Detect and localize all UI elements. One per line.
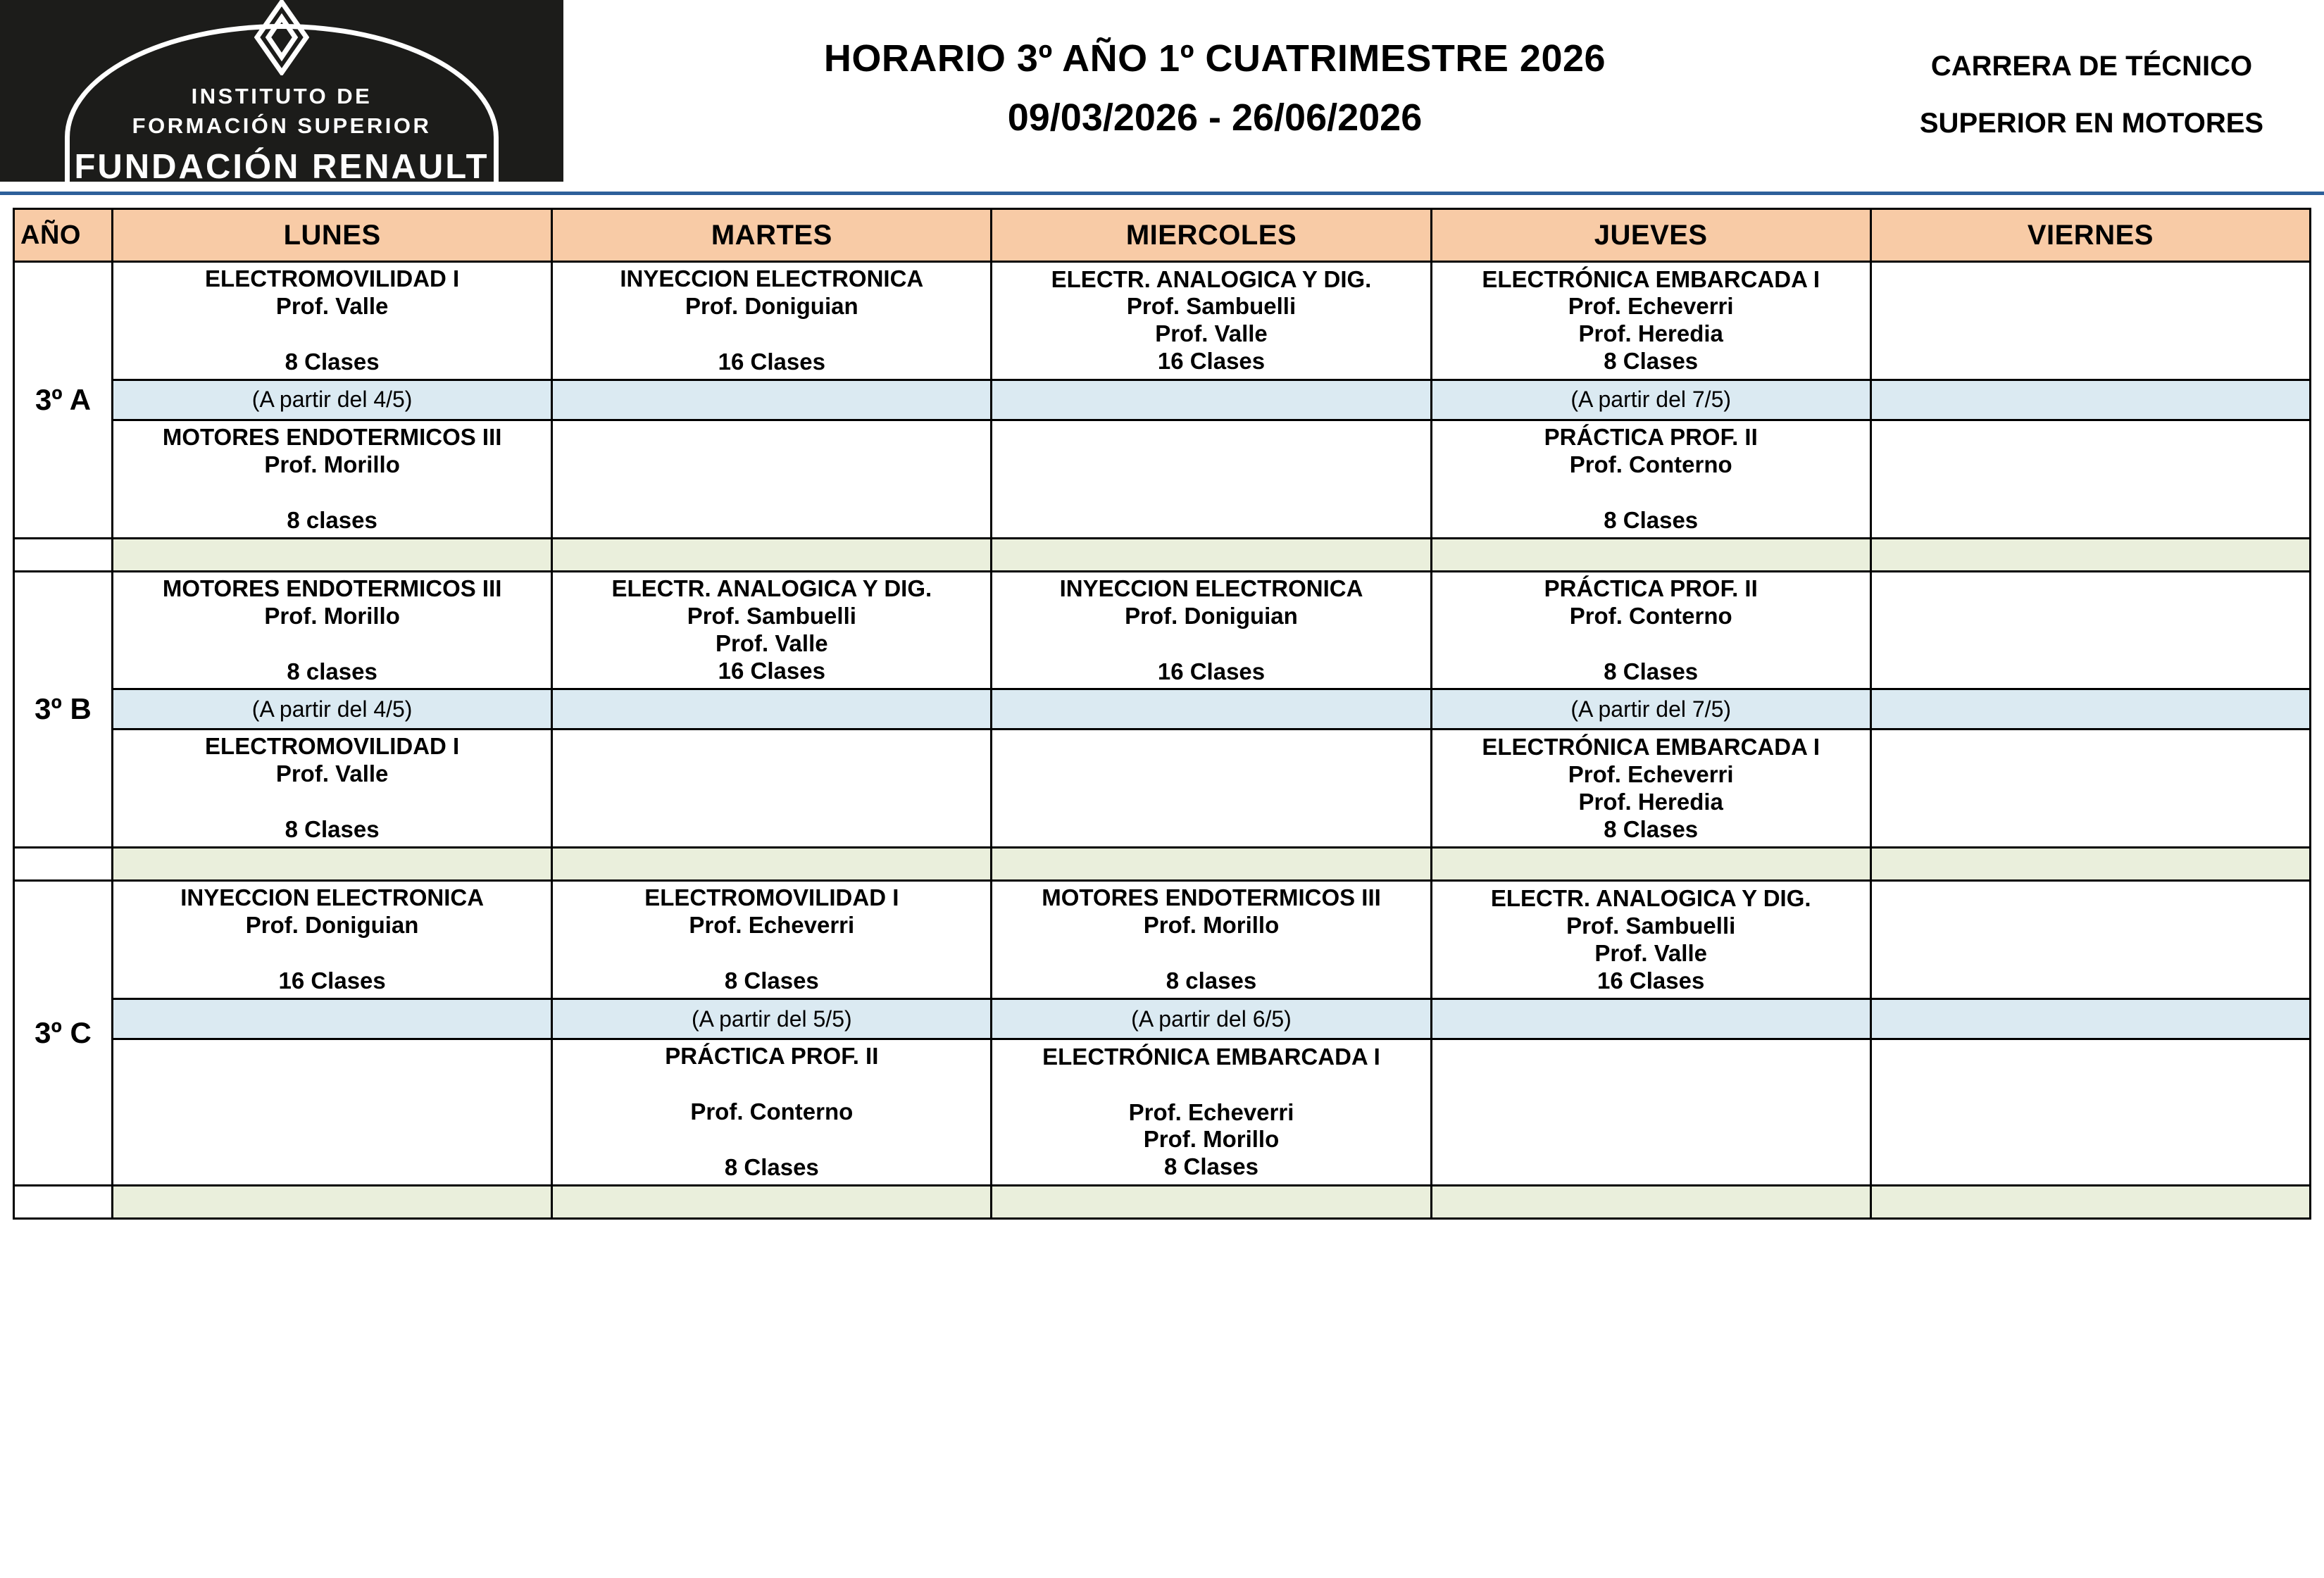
cell-3b-martes-bottom [552, 729, 992, 848]
professor: Prof. Conterno [1569, 602, 1732, 629]
note-3b-martes [552, 689, 992, 729]
professor: Prof. Conterno [690, 1098, 854, 1125]
page-title: HORARIO 3º AÑO 1º CUATRIMESTRE 2026 [823, 37, 1606, 80]
note-3c-viernes [1870, 999, 2310, 1039]
separator-lunes [113, 1185, 552, 1218]
professor: Prof. Valle [275, 292, 389, 319]
cell-3a-jueves-bottom [1431, 420, 1870, 538]
column-header-miercoles: MIERCOLES [992, 209, 1431, 262]
subject: ELECTRÓNICA EMBARCADA I [1042, 1043, 1380, 1070]
separator-viernes [1870, 538, 2310, 571]
note-3a-viernes [1870, 380, 2310, 420]
professor-secondary: Prof. Valle [716, 630, 828, 657]
table-header-row [14, 209, 2311, 262]
cell-3a-miercoles-bottom [992, 420, 1431, 538]
note-3b-jueves: (A partir del 7/5) [1431, 689, 1870, 729]
class-count: 16 Clases [718, 657, 825, 684]
class-count: 8 Clases [1604, 658, 1699, 684]
professor: Prof. Morillo [264, 602, 400, 629]
class-count: 8 clases [1166, 968, 1257, 994]
subject: ELECTROMOVILIDAD I [644, 884, 899, 911]
subject: PRÁCTICA PROF. II [1544, 575, 1758, 601]
column-header-viernes: VIERNES [1870, 209, 2310, 262]
class-count: 8 Clases [1164, 1153, 1258, 1180]
subject: ELECTR. ANALOGICA Y DIG. [611, 575, 932, 602]
column-header-martes: MARTES [552, 209, 992, 262]
cell-3b-lunes-bottom [113, 729, 552, 848]
note-3b-viernes [1870, 689, 2310, 729]
career-line-1: CARRERA DE TÉCNICO [1930, 51, 2253, 82]
separator-viernes [1870, 1185, 2310, 1218]
subject: MOTORES ENDOTERMICOS III [162, 575, 502, 601]
table-row-3c-bottom [14, 1039, 2311, 1186]
class-count: 8 Clases [724, 1153, 819, 1180]
note-3a-lunes: (A partir del 4/5) [113, 380, 552, 420]
cell-3b-jueves-top [1431, 571, 1870, 689]
subject: ELECTRÓNICA EMBARCADA I [1482, 265, 1820, 292]
subject: INYECCION ELECTRONICA [620, 265, 924, 292]
career-line-2: SUPERIOR EN MOTORES [1919, 108, 2264, 139]
group-separator-2 [14, 848, 2311, 881]
professor: Prof. Conterno [1569, 451, 1732, 477]
title-block [563, 0, 1866, 139]
schedule-table [13, 208, 2311, 1220]
separator-jueves [1431, 1185, 1870, 1218]
class-count: 16 Clases [1597, 967, 1705, 994]
professor: Prof. Echeverri [1568, 760, 1734, 787]
note-3b-lunes: (A partir del 4/5) [113, 689, 552, 729]
separator-jueves [1431, 538, 1870, 571]
subject: ELECTROMOVILIDAD I [205, 265, 460, 292]
subject: ELECTR. ANALOGICA Y DIG. [1490, 884, 1811, 911]
cell-3b-miercoles-top [992, 571, 1431, 689]
logo-line-3: FUNDACIÓN RENAULT [74, 148, 489, 186]
separator-miercoles [992, 848, 1431, 881]
cell-3c-martes-top [552, 881, 992, 999]
cell-3c-miercoles-bottom [992, 1039, 1431, 1186]
professor: Prof. Echeverri [689, 912, 855, 939]
cell-3a-jueves-top [1431, 262, 1870, 380]
separator-martes [552, 848, 992, 881]
professor: Prof. Echeverri [1128, 1098, 1294, 1125]
class-count: 8 Clases [1604, 815, 1699, 842]
cell-3c-miercoles-top [992, 881, 1431, 999]
professor: Prof. Morillo [264, 451, 400, 477]
class-count: 16 Clases [718, 348, 825, 375]
professor: Prof. Sambuelli [687, 603, 856, 630]
separator-miercoles [992, 1185, 1431, 1218]
group-separator-3 [14, 1185, 2311, 1218]
separator-miercoles [992, 538, 1431, 571]
table-row-3b-notes [14, 689, 2311, 729]
professor: Prof. Echeverri [1568, 293, 1734, 320]
note-3a-miercoles [992, 380, 1431, 420]
date-range: 09/03/2026 - 26/06/2026 [1007, 96, 1423, 139]
separator-anio [14, 538, 113, 571]
professor: Prof. Doniguian [245, 912, 419, 939]
separator-lunes [113, 848, 552, 881]
professor-secondary: Prof. Heredia [1578, 320, 1723, 347]
column-header-lunes: LUNES [113, 209, 552, 262]
class-count: 8 Clases [285, 816, 380, 843]
cell-3b-miercoles-bottom [992, 729, 1431, 848]
year-label-3c: 3º C [14, 881, 113, 1186]
professor-secondary: Prof. Valle [1594, 939, 1707, 966]
cell-3b-lunes-top [113, 571, 552, 689]
class-count: 8 Clases [1604, 348, 1699, 375]
table-row-3c-notes [14, 999, 2311, 1039]
subject: MOTORES ENDOTERMICOS III [162, 423, 502, 450]
professor: Prof. Doniguian [1125, 602, 1298, 629]
professor-secondary: Prof. Valle [1155, 320, 1268, 347]
cell-3c-viernes-top [1870, 881, 2310, 999]
table-row-3a-bottom [14, 420, 2311, 538]
separator-martes [552, 538, 992, 571]
professor: Prof. Valle [275, 760, 389, 787]
cell-3b-viernes-top [1870, 571, 2310, 689]
cell-3b-martes-top [552, 571, 992, 689]
cell-3c-martes-bottom [552, 1039, 992, 1186]
note-3c-miercoles: (A partir del 6/5) [992, 999, 1431, 1039]
subject: ELECTR. ANALOGICA Y DIG. [1051, 265, 1372, 292]
note-3a-martes [552, 380, 992, 420]
subject: MOTORES ENDOTERMICOS III [1042, 884, 1381, 911]
class-count: 8 Clases [285, 348, 380, 375]
professor-secondary: Prof. Heredia [1578, 788, 1723, 815]
table-row-3b-bottom [14, 729, 2311, 848]
class-count: 8 clases [287, 658, 377, 684]
table-row-3c-top [14, 881, 2311, 999]
professor-secondary: Prof. Morillo [1143, 1126, 1280, 1153]
note-3c-martes: (A partir del 5/5) [552, 999, 992, 1039]
year-label-3a: 3º A [14, 262, 113, 539]
group-separator-1 [14, 538, 2311, 571]
professor: Prof. Sambuelli [1126, 293, 1297, 320]
year-label-3b: 3º B [14, 571, 113, 848]
cell-3b-jueves-bottom [1431, 729, 1870, 848]
class-count: 16 Clases [1157, 348, 1266, 375]
class-count: 16 Clases [1157, 658, 1266, 684]
subject: INYECCION ELECTRONICA [1059, 575, 1363, 601]
cell-3a-martes-bottom [552, 420, 992, 538]
note-3a-jueves: (A partir del 7/5) [1431, 380, 1870, 420]
cell-3a-martes-top [552, 262, 992, 380]
logo-line-2: FORMACIÓN SUPERIOR [132, 113, 432, 138]
cell-3c-jueves-bottom [1431, 1039, 1870, 1186]
column-header-jueves: JUEVES [1431, 209, 1870, 262]
separator-viernes [1870, 848, 2310, 881]
cell-3c-viernes-bottom [1870, 1039, 2310, 1186]
table-row-3b-top [14, 571, 2311, 689]
class-count: 8 clases [287, 506, 377, 533]
class-count: 8 Clases [724, 968, 819, 994]
note-3c-jueves [1431, 999, 1870, 1039]
separator-anio [14, 848, 113, 881]
cell-3a-viernes-bottom [1870, 420, 2310, 538]
note-3c-lunes [113, 999, 552, 1039]
renault-diamond-icon [254, 0, 309, 75]
cell-3a-viernes-top [1870, 262, 2310, 380]
cell-3c-jueves-top [1431, 881, 1870, 999]
note-3b-miercoles [992, 689, 1431, 729]
cell-3a-miercoles-top [992, 262, 1431, 380]
separator-jueves [1431, 848, 1870, 881]
class-count: 8 Clases [1604, 506, 1699, 533]
cell-3c-lunes-top [113, 881, 552, 999]
professor: Prof. Sambuelli [1566, 912, 1736, 939]
subject: PRÁCTICA PROF. II [1544, 423, 1758, 450]
logo-line-1: INSTITUTO DE [191, 84, 373, 108]
cell-3b-viernes-bottom [1870, 729, 2310, 848]
separator-martes [552, 1185, 992, 1218]
cell-3c-lunes-bottom [113, 1039, 552, 1186]
institution-logo [0, 0, 563, 186]
table-row-3a-top [14, 262, 2311, 380]
header-divider [0, 192, 2324, 195]
table-row-3a-notes [14, 380, 2311, 420]
career-block [1866, 0, 2324, 139]
separator-anio [14, 1185, 113, 1218]
page-header [0, 0, 2324, 189]
subject: ELECTROMOVILIDAD I [205, 733, 460, 760]
class-count: 16 Clases [278, 968, 386, 994]
subject: PRÁCTICA PROF. II [665, 1043, 879, 1070]
cell-3a-lunes-bottom [113, 420, 552, 538]
subject: ELECTRÓNICA EMBARCADA I [1482, 733, 1820, 760]
professor: Prof. Doniguian [685, 292, 858, 319]
subject: INYECCION ELECTRONICA [180, 884, 485, 911]
professor: Prof. Morillo [1143, 912, 1280, 939]
separator-lunes [113, 538, 552, 571]
column-header-anio: AÑO [14, 209, 113, 262]
cell-3a-lunes-top [113, 262, 552, 380]
